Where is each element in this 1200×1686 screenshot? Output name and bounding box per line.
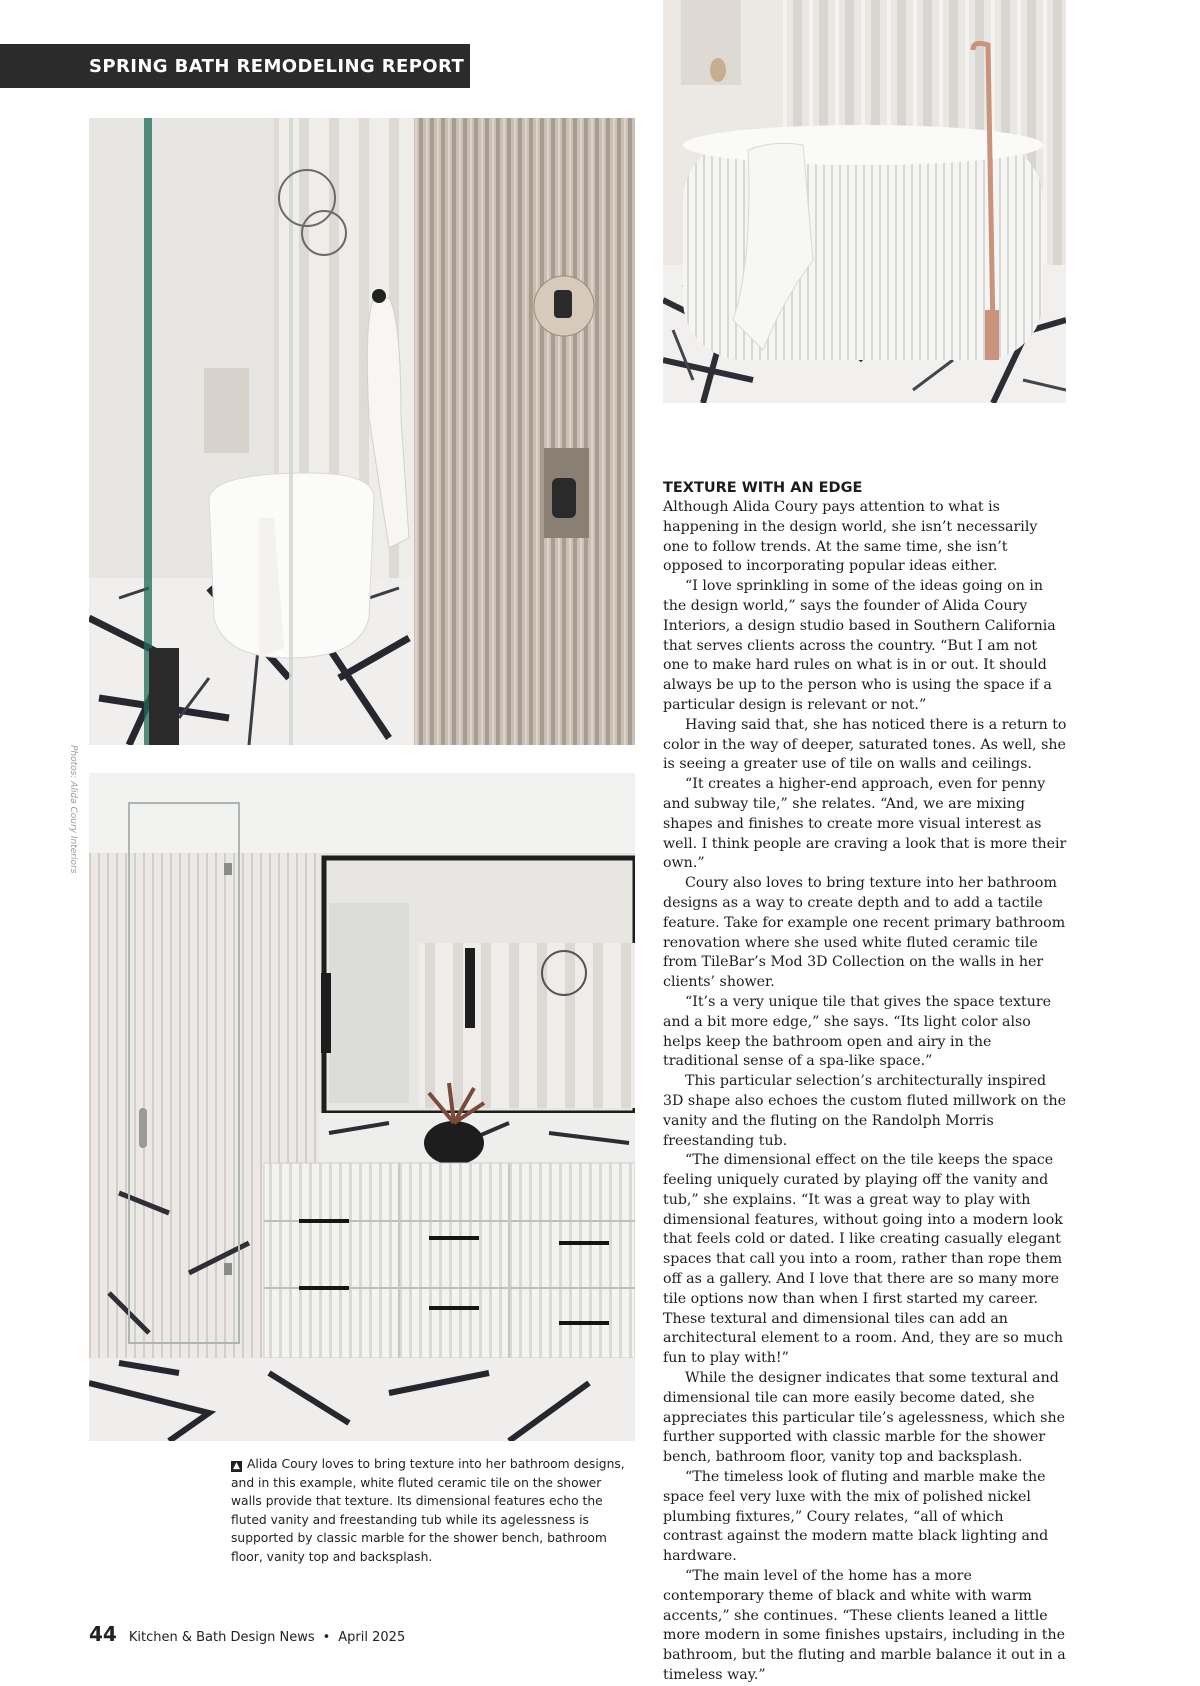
article-paragraph: “I love sprinkling in some of the ideas going on in the design world,” says the founder of Alida Coury Interiors, a design studio based in Southern California that serves clients across the country. “But I am not one to make hard rules on what is in or out. It should always be up to the person who is using the space if a particular design is relevant or not.” [663,578,1056,713]
article-paragraph: “It creates a higher-end approach, even for penny and subway tile,” she relates. “And, we are mixing shapes and finishes to create more visual interest as well. I think people are craving a look that is more their own.” [663,776,1067,872]
photo-fluted-tub [663,0,1066,403]
article-paragraph: “The dimensional effect on the tile keeps the space feeling uniquely curated by playing off the vanity and tub,” she explains. “It was a great way to play with dimensional features, without going into a modern look that feels cold or dated. I like creating casually elegant spaces that call you into a room, rather than rope them off as a gallery. And I love that there are so many more tile options now than when I first started my career. These textural and dimensional tiles can add an architectural element to a room. And, they are so much fun to play with!” [663,1152,1064,1367]
photo-shower-and-tub [89,118,635,745]
caption-text: Alida Coury loves to bring texture into her bathroom designs, and in this example, white fluted ceramic tile on the shower walls provide that texture. Its dimensional features echo the fluted vanity and freestanding tub while its agelessness is supported by classic marble for the shower bench, bathroom floor, vanity top and backsplash. [231,1457,625,1564]
arrow-up-icon: ▲ [231,1461,242,1472]
page-number: 44 [89,1622,117,1646]
article-heading: TEXTURE WITH AN EDGE [663,480,863,496]
article-paragraph: “It’s a very unique tile that gives the space texture and a bit more edge,” she says. “Its light color also helps keep the bathroom open and airy in the traditional sense of a spa-like space.” [663,993,1052,1070]
article-paragraph: “The timeless look of fluting and marble make the space feel very luxe with the mix of polished nickel plumbing fixtures,” Coury relates, “all of which contrast against the modern matte black lighting and hardware. [663,1469,1049,1565]
section-banner [0,44,470,88]
photo-caption [231,1455,636,1567]
issue-date: April 2025 [338,1630,406,1645]
article-paragraph: While the designer indicates that some textural and dimensional tile can more easily become dated, she appreciates this particular tile’s agelessness, which she further supported with classic marble for the shower bench, bathroom floor, vanity top and backsplash. [663,1370,1065,1466]
article-paragraph: Having said that, she has noticed there is a return to color in the way of deeper, saturated tones. As well, she is seeing a greater use of tile on walls and ceilings. [663,716,1067,773]
publication-name: Kitchen & Bath Design News [128,1630,315,1645]
article-paragraph: “The main level of the home has a more contemporary theme of black and white with warm accents,” she continues. “These clients leaned a little more modern in some finishes upstairs, including in the bathroom, but the fluting and marble balance it out in a timeless way.” [663,1568,1066,1684]
footer-separator: • [322,1630,331,1645]
page-footer [89,1622,405,1646]
photo-credit: Photos: Alida Coury Interiors [68,745,78,874]
photo-shower-and-vanity [89,773,635,1441]
article-paragraph: This particular selection’s architecturally inspired 3D shape also echoes the custom fluted millwork on the vanity and the fluting on the Randolph Morris freestanding tub. [663,1073,1066,1149]
article-paragraph: Coury also loves to bring texture into her bathroom designs as a way to create depth and to add a tactile feature. Take for example one recent primary bathroom renovation where she used white fluted ceramic tile from TileBar’s Mod 3D Collection on the walls in her clients’ shower. [663,875,1066,991]
article-body [663,478,1067,1686]
banner-title: SPRING BATH REMODELING REPORT [89,55,465,77]
article-paragraph: Although Alida Coury pays attention to what is happening in the design world, she isn’t necessarily one to follow trends. At the same time, she isn’t opposed to incorporating popular ideas either. [663,499,1038,575]
